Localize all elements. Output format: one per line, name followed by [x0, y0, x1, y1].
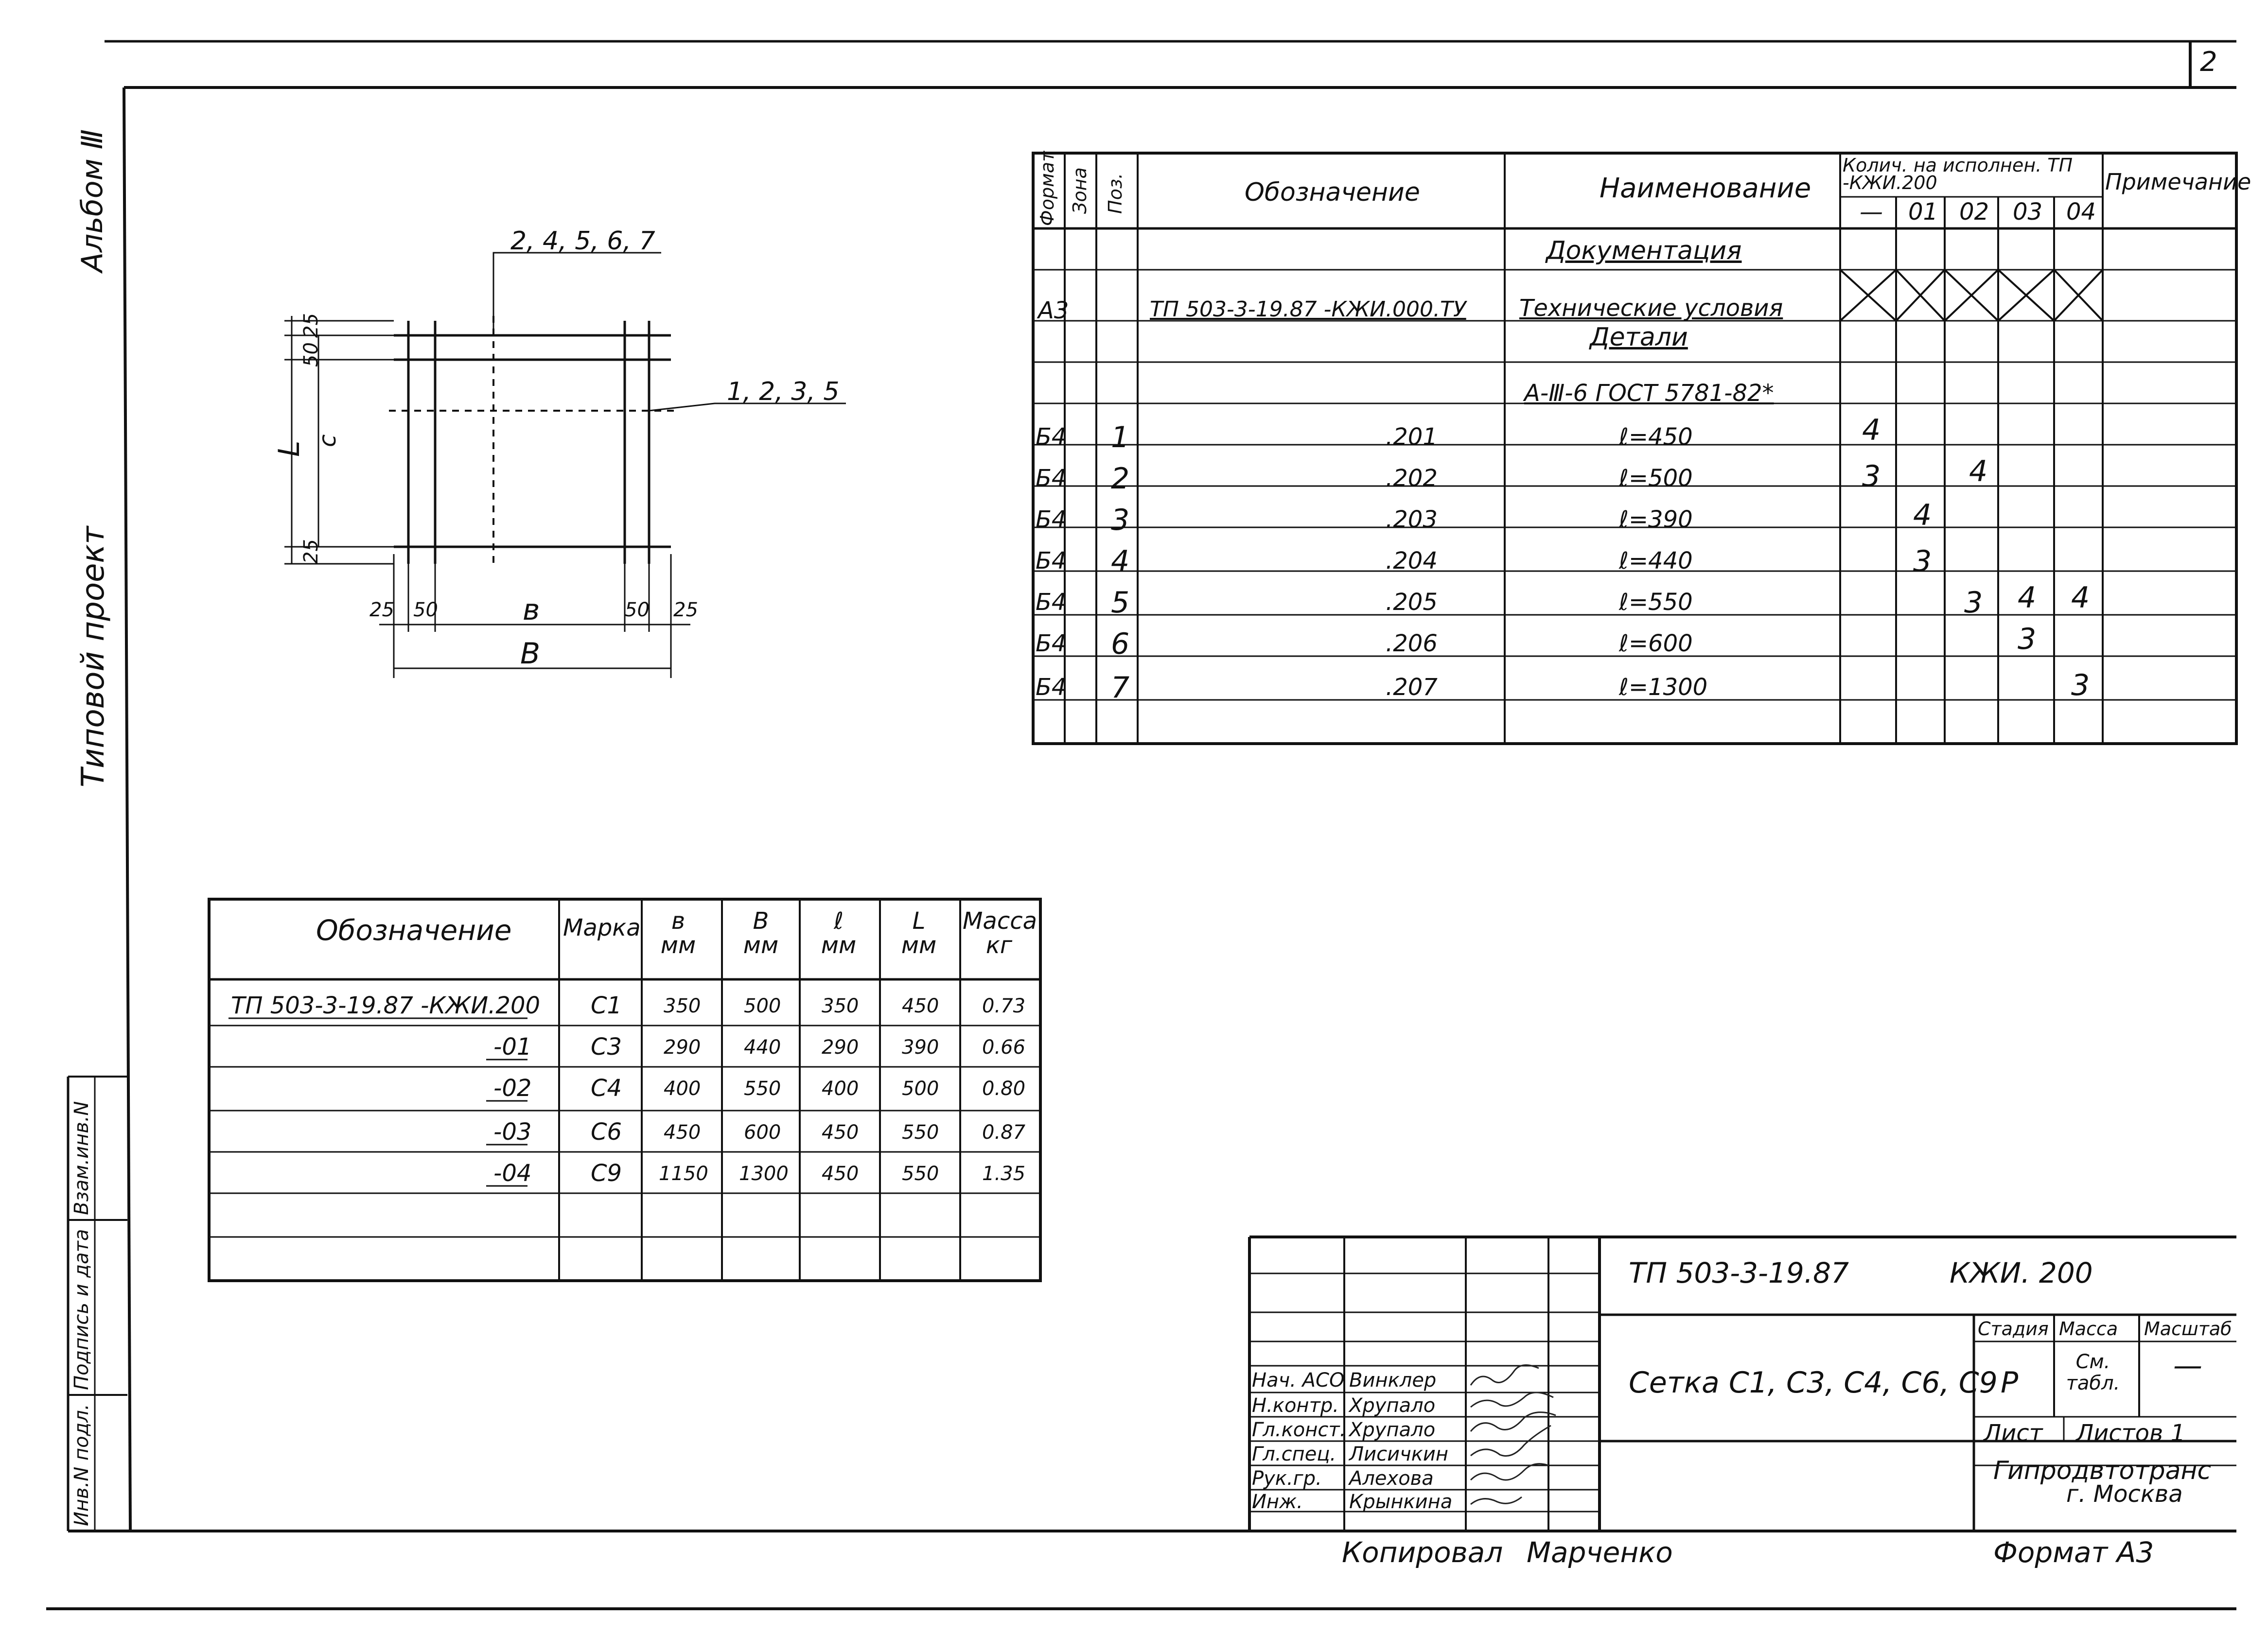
mesh-row-l: 450 [822, 1121, 859, 1144]
spec-row-name: ℓ=440 [1619, 547, 1693, 574]
spec-material: А-Ⅲ-6 ГОСТ 5781-82* [1524, 380, 1774, 407]
spec-header-note: Примечание [2105, 169, 2251, 195]
spec-qty-col-4: 04 [2066, 198, 2096, 226]
spec-row-pos: 1 [1111, 420, 1130, 454]
spec-row-pos: 4 [1111, 544, 1130, 578]
format-label: Формат А3 [1993, 1536, 2154, 1569]
mesh-header-B: В мм [743, 907, 779, 959]
person-role: Рук.гр. [1252, 1467, 1322, 1490]
spec-header-name: Наименование [1600, 173, 1811, 204]
mesh-row-designation: -04 [493, 1160, 532, 1187]
mesh-row-L: 500 [902, 1078, 939, 1100]
mesh-header-b: в мм [660, 907, 696, 959]
spec-row-format: Б4 [1036, 630, 1067, 657]
spec-row-name: ℓ=550 [1619, 589, 1693, 616]
spec-section-parts: Детали [1590, 323, 1688, 352]
positions-top-label: 2, 4, 5, 6, 7 [510, 226, 655, 256]
mesh-header-mark: Марка [563, 914, 641, 941]
mesh-row-L: 390 [902, 1036, 939, 1059]
dim-b: в [523, 593, 540, 627]
spec-qty-col-3: 03 [2013, 198, 2043, 226]
signatures [1471, 1365, 1556, 1504]
spec-row-qty: 3 [1964, 586, 1983, 620]
mesh-row-B: 1300 [739, 1163, 789, 1185]
dim-25-top: 25 [300, 313, 322, 338]
person-role: Гл.конст. [1252, 1419, 1346, 1441]
mesh-row-l: 400 [822, 1078, 859, 1100]
mesh-row-B: 440 [744, 1036, 781, 1059]
mesh-row-B: 500 [744, 995, 781, 1017]
project-label: Типовой проект [75, 526, 111, 787]
spec-qty-col-0: — [1860, 198, 1883, 226]
spec-row-name: ℓ=390 [1619, 506, 1693, 533]
dim-25-bottom: 25 [300, 539, 322, 564]
mesh-row-l: 290 [822, 1036, 859, 1059]
person-name: Крынкина [1349, 1491, 1453, 1513]
mesh-row-B: 600 [744, 1121, 781, 1144]
spec-row-pos: 3 [1111, 503, 1130, 537]
stamp-inv-label: Инв.N подл. [70, 1404, 93, 1526]
spec-row-format: Б4 [1036, 547, 1067, 574]
mesh-sketch [389, 316, 676, 564]
spec-row-designation: .206 [1386, 630, 1438, 657]
spec-row-designation: .202 [1386, 465, 1438, 492]
spec-row-qty: 4 [2071, 581, 2090, 615]
mesh-header-l: ℓ мм [821, 907, 857, 959]
mesh-row-l: 350 [822, 995, 859, 1017]
bottom-dim-50-left: 50 [413, 599, 438, 621]
person-role: Инж. [1252, 1491, 1303, 1513]
spec-row-name: ℓ=500 [1619, 465, 1693, 492]
spec-qty-col-1: 01 [1908, 198, 1938, 226]
mesh-row-mass: 0.80 [982, 1078, 1026, 1100]
spec-doc-format: А3 [1038, 297, 1069, 324]
mesh-row-l: 450 [822, 1163, 859, 1185]
spec-qty-col-2: 02 [1959, 198, 1989, 226]
spec-row-pos: 6 [1111, 627, 1130, 661]
mesh-row-mark: С9 [591, 1160, 622, 1187]
title-doc: КЖИ. 200 [1950, 1256, 2093, 1289]
person-name: Лисичкин [1349, 1443, 1449, 1465]
spec-row-qty: 4 [1913, 498, 1932, 532]
spec-row-qty: 3 [1862, 459, 1881, 493]
person-role: Гл.спец. [1252, 1443, 1336, 1465]
spec-row-qty: 4 [1969, 454, 1988, 488]
spec-row-format: Б4 [1036, 465, 1067, 492]
spec-row-qty: 4 [1862, 413, 1881, 447]
person-role: Н.контр. [1252, 1394, 1339, 1417]
stage-label: Стадия [1978, 1318, 2049, 1340]
spec-section-docs: Документация [1546, 236, 1742, 265]
spec-row-pos: 7 [1111, 671, 1130, 705]
bottom-dim-25-left: 25 [369, 599, 394, 621]
spec-row-designation: .203 [1386, 506, 1438, 533]
mesh-row-b: 1150 [659, 1163, 708, 1185]
spec-row-name: ℓ=600 [1619, 630, 1693, 657]
mesh-row-designation: -03 [493, 1118, 532, 1146]
spec-row-pos: 2 [1111, 462, 1130, 496]
spec-row-name: ℓ=1300 [1619, 674, 1708, 701]
org-name: Гипродвтотранс [1993, 1456, 2212, 1485]
spec-row-name: ℓ=450 [1619, 423, 1693, 451]
mesh-row-designation: -01 [493, 1033, 532, 1061]
sheet-number: 2 [2200, 46, 2217, 78]
mesh-row-b: 290 [664, 1036, 701, 1059]
spec-row-designation: .205 [1386, 589, 1438, 616]
mesh-row-L: 550 [902, 1121, 939, 1144]
stamp-sign-label: Подпись и дата [70, 1229, 93, 1390]
stamp-replace-label: Взам.инв.N [70, 1101, 93, 1215]
mesh-row-b: 350 [664, 995, 701, 1017]
mesh-row-mark: С1 [591, 992, 622, 1019]
scale-label: Масштаб [2144, 1318, 2232, 1340]
spec-row-format: Б4 [1036, 506, 1067, 533]
dim-c: c [314, 434, 341, 447]
spec-row-qty: 3 [2018, 622, 2037, 656]
person-name: Алехова [1349, 1467, 1434, 1490]
copied-label: Копировал [1342, 1536, 1503, 1569]
dim-L: L [272, 440, 306, 457]
mass-value: См. табл. [2066, 1351, 2120, 1394]
mesh-row-b: 450 [664, 1121, 701, 1144]
spec-row-qty: 3 [2071, 668, 2090, 702]
sheet-label: Лист [1984, 1420, 2043, 1447]
spec-row-pos: 5 [1111, 586, 1130, 620]
mesh-row-designation: -02 [493, 1075, 532, 1102]
person-role: Нач. АСО [1252, 1369, 1345, 1392]
spec-header-format: Формат [1037, 151, 1058, 226]
scale-value: — [2173, 1349, 2202, 1383]
spec-header-zone: Зона [1069, 167, 1090, 214]
mesh-row-mark: С4 [591, 1075, 622, 1102]
title-name: Сетка С1, С3, С4, С6, С9 [1629, 1366, 1998, 1400]
spec-header-designation: Обозначение [1245, 178, 1420, 207]
person-name: Хрупало [1349, 1394, 1436, 1417]
stage-value: Р [2001, 1366, 2019, 1400]
spec-row-qty: 4 [2018, 581, 2037, 615]
org-city: г. Москва [2066, 1480, 2183, 1508]
mesh-row-mass: 0.73 [982, 995, 1026, 1017]
title-code: ТП 503-3-19.87 [1629, 1256, 1849, 1289]
bottom-dim-25-right: 25 [673, 599, 698, 621]
mesh-header-designation: Обозначение [316, 914, 512, 947]
spec-row-qty: 3 [1913, 544, 1932, 578]
spec-header-qty: Колич. на исполнен. ТП -КЖИ.200 [1843, 155, 2073, 193]
mesh-header-mass: Масса кг [963, 907, 1037, 959]
mesh-row-B: 550 [744, 1078, 781, 1100]
mesh-row-designation: ТП 503-3-19.87 -КЖИ.200 [231, 992, 541, 1019]
person-name: Хрупало [1349, 1419, 1436, 1441]
mesh-row-L: 450 [902, 995, 939, 1017]
dim-B: В [520, 637, 541, 671]
spec-row-format: Б4 [1036, 423, 1067, 451]
spec-row-format: Б4 [1036, 589, 1067, 616]
mesh-row-L: 550 [902, 1163, 939, 1185]
spec-doc-designation: ТП 503-3-19.87 -КЖИ.000.ТУ [1150, 297, 1466, 322]
spec-row-designation: .201 [1386, 423, 1438, 451]
mesh-row-mark: С3 [591, 1033, 622, 1061]
mesh-header-L: L мм [901, 907, 937, 959]
spec-doc-name: Технические условия [1519, 295, 1783, 322]
bottom-dim-50-right: 50 [625, 599, 650, 621]
mesh-row-mass: 0.87 [982, 1121, 1026, 1144]
mesh-row-b: 400 [664, 1078, 701, 1100]
spec-row-format: Б4 [1036, 674, 1067, 701]
mass-label: Масса [2059, 1318, 2118, 1340]
spec-row-designation: .207 [1386, 674, 1438, 701]
sheets-label: Листов 1 [2076, 1420, 2186, 1447]
mesh-row-mass: 1.35 [982, 1163, 1026, 1185]
positions-side-label: 1, 2, 3, 5 [727, 377, 840, 406]
dim-50-top: 50 [300, 342, 322, 367]
mesh-row-mass: 0.66 [982, 1036, 1026, 1059]
person-name: Винклер [1349, 1369, 1437, 1392]
spec-header-pos: Поз. [1105, 173, 1126, 214]
copied-name: Марченко [1527, 1536, 1673, 1569]
album-label: Альбом Ⅲ [75, 129, 109, 272]
mesh-row-mark: С6 [591, 1118, 622, 1146]
spec-row-designation: .204 [1386, 547, 1438, 574]
